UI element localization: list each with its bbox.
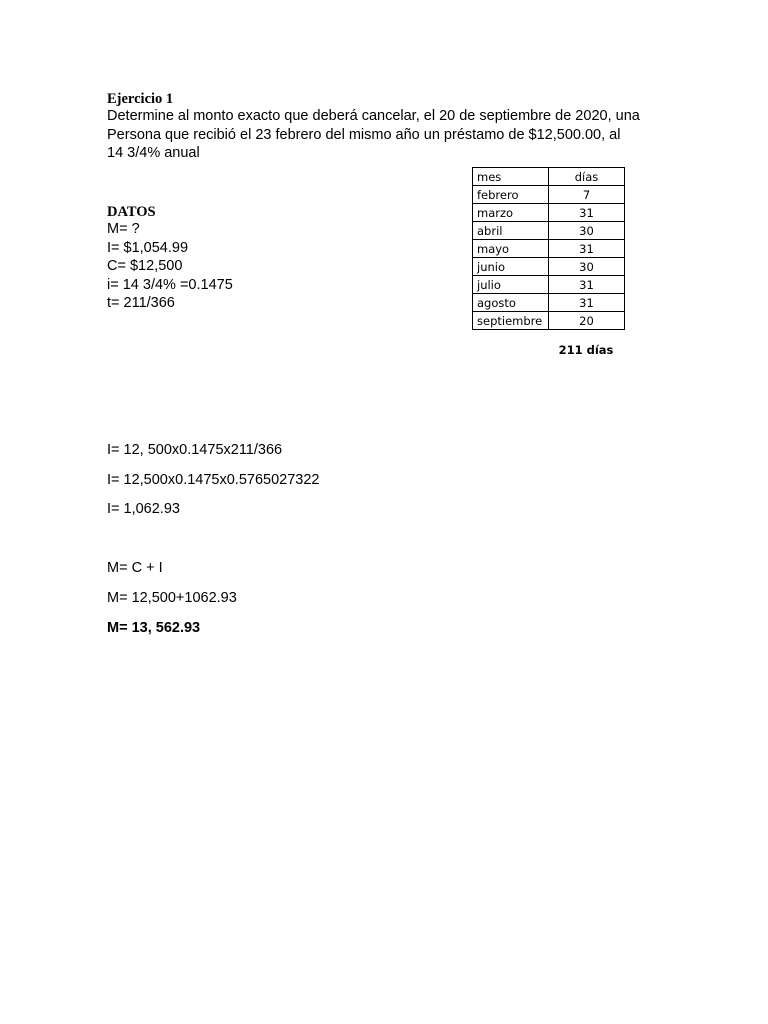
final-amount-result: M= 13, 562.93: [107, 620, 201, 636]
table-row: [473, 312, 625, 330]
days-cell: 31: [549, 294, 625, 312]
statement-line: 14 3/4% anual: [107, 145, 200, 161]
month-cell: agosto: [473, 294, 549, 312]
table-row: [473, 258, 625, 276]
header-cell-mes: mes: [473, 168, 549, 186]
month-cell: junio: [473, 258, 549, 276]
statement-line: Persona que recibió el 23 febrero del mismo año un préstamo de $12,500.00, al: [107, 126, 621, 143]
days-cell: 30: [549, 258, 625, 276]
datos-heading: DATOS: [107, 204, 156, 220]
days-cell: 31: [549, 204, 625, 222]
table-header-row: [473, 168, 625, 186]
days-cell: 31: [549, 240, 625, 258]
statement-line: Determine al monto exacto que deberá cancelar, el 20 de septiembre de 2020, una: [107, 108, 640, 124]
datos-item: C= $12,500: [107, 258, 183, 274]
month-cell: mayo: [473, 240, 549, 258]
month-cell: febrero: [473, 186, 549, 204]
table-row: [473, 240, 625, 258]
exercise-title: Ejercicio 1: [107, 91, 174, 107]
month-cell: marzo: [473, 204, 549, 222]
datos-item: I= $1,054.99: [107, 239, 189, 256]
days-cell: 31: [549, 276, 625, 294]
month-cell: julio: [473, 276, 549, 294]
amount-formula-line: M= 12,500+1062.93: [107, 590, 237, 606]
days-cell: 7: [549, 186, 625, 204]
table-row: [473, 294, 625, 312]
interest-formula-line: I= 12, 500x0.1475x211/366: [107, 442, 283, 458]
days-cell: 30: [549, 222, 625, 240]
datos-item: i= 14 3/4% =0.1475: [107, 276, 233, 293]
datos-item: M= ?: [107, 221, 140, 237]
table-row: [473, 222, 625, 240]
interest-result-line: I= 1,062.93: [107, 501, 180, 517]
datos-item: t= 211/366: [107, 295, 175, 311]
days-per-month-table: [472, 167, 625, 330]
days-cell: 20: [549, 312, 625, 330]
month-cell: abril: [473, 222, 549, 240]
amount-formula-line: M= C + I: [107, 560, 163, 576]
header-cell-dias: días: [549, 168, 625, 186]
table-row: [473, 276, 625, 294]
interest-formula-line: I= 12,500x0.1475x0.5765027322: [107, 472, 320, 488]
month-cell: septiembre: [473, 312, 549, 330]
datos-list: [107, 220, 233, 313]
table-row: [473, 204, 625, 222]
problem-statement: [107, 107, 677, 163]
total-days: 211 días: [558, 343, 614, 357]
table-row: [473, 186, 625, 204]
